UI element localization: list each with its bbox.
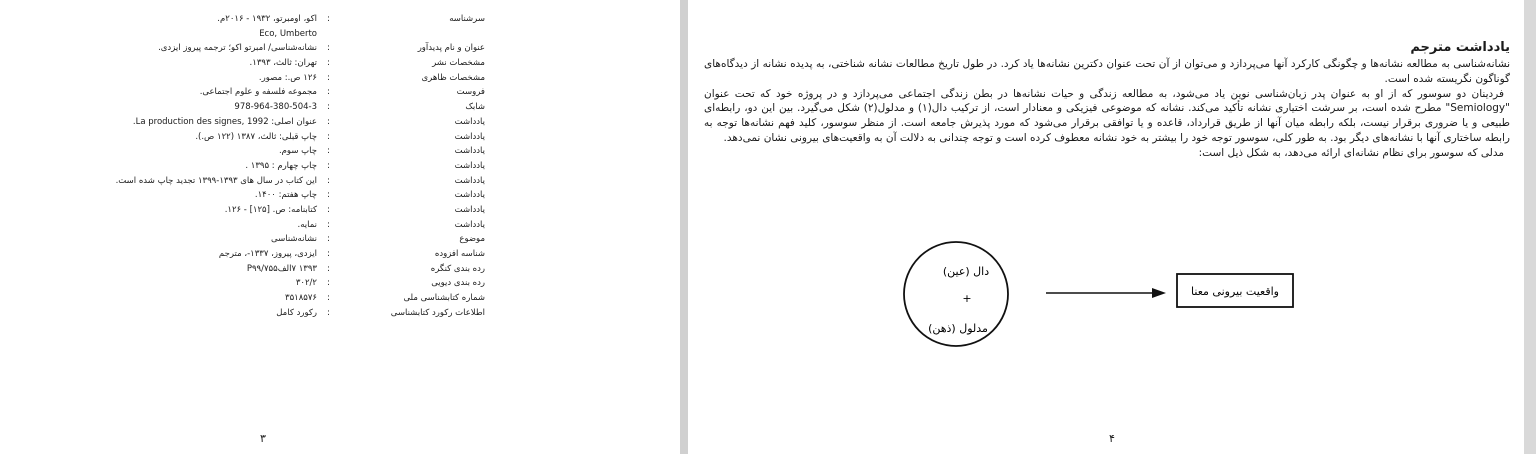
catalog-value-text: چاپ قبلی: ثالث، ۱۳۸۷ (۱۲۲ ص.). — [195, 131, 317, 142]
catalog-value-text: کتابنامه: ص. [۱۲۵] - ۱۲۶. — [224, 204, 317, 215]
catalog-row — [0, 203, 680, 218]
catalog-field-value — [17, 232, 317, 247]
plus-label: + — [962, 292, 972, 305]
catalog-field-value — [17, 144, 317, 159]
page-gutter — [680, 0, 688, 454]
catalog-field-label: یادداشت — [454, 131, 485, 142]
catalog-field-label: یادداشت — [454, 204, 485, 215]
catalog-field-value — [17, 85, 317, 100]
catalog-value-text: ۳۰۲/۲ — [295, 278, 317, 289]
catalog-colon: : — [327, 87, 330, 98]
page-number-left: ۳ — [260, 432, 266, 445]
catalog-field-label: رده بندی کنگره — [430, 263, 485, 274]
catalog-field-label: یادداشت — [454, 146, 485, 157]
left-page — [0, 0, 680, 454]
catalog-field-value — [17, 203, 317, 218]
catalog-row — [0, 159, 680, 174]
catalog-field-label: یادداشت — [454, 190, 485, 201]
catalog-field-value — [17, 159, 317, 174]
catalog-field-value — [17, 115, 317, 130]
arrow-head — [1152, 288, 1166, 298]
catalog-field-value — [17, 100, 317, 115]
catalog-colon: : — [327, 190, 330, 201]
catalog-value-text: اکو، اومبرتو، ۱۹۳۲ - ۲۰۱۶م. — [217, 14, 317, 24]
catalog-colon: : — [327, 160, 330, 171]
catalog-row — [0, 188, 680, 203]
signified-label: مدلول (ذهن) — [928, 322, 988, 335]
catalog-colon: : — [327, 14, 330, 24]
catalog-row — [0, 291, 680, 306]
catalog-colon: : — [327, 116, 330, 127]
catalog-field-value — [17, 41, 317, 56]
catalog-field-value — [17, 130, 317, 145]
catalog-field-value — [17, 276, 317, 291]
right-page — [688, 0, 1524, 454]
catalog-field-value — [17, 188, 317, 203]
catalog-field-value — [17, 247, 317, 262]
catalog-field-label: عنوان و نام پدیدآور — [417, 43, 485, 54]
catalog-colon: : — [327, 219, 330, 230]
catalog-colon: : — [327, 234, 330, 245]
catalog-value-text: نشانه‌شناسی — [271, 234, 317, 245]
catalog-field-label: یادداشت — [454, 116, 485, 127]
note-paragraph-3: مدلی که سوسور برای نظام نشانه‌ای ارائه می‌دهد، به شکل ذیل است: — [1198, 146, 1504, 159]
catalog-field-label: یادداشت — [454, 175, 485, 186]
catalog-field-value — [17, 291, 317, 306]
catalog-field-value — [17, 218, 317, 233]
catalog-row — [0, 306, 680, 321]
catalog-record — [0, 12, 680, 320]
catalog-field-value — [17, 12, 317, 41]
catalog-colon: : — [327, 204, 330, 215]
catalog-row — [0, 85, 680, 100]
catalog-value-latin: Eco, Umberto — [259, 28, 317, 39]
catalog-field-value — [17, 262, 317, 277]
catalog-field-value — [17, 306, 317, 321]
note-paragraph-2: فردینان دو سوسور که از او به عنوان پدر زبان‌شناسی نوین یاد می‌شود، به مطالعه زندگی و حیات نشانه‌ها در بطن زندگی اجتماعی می‌پردازد و در پروژه خود که تحت عنوان "Semiology" مطرح شده است، بر سرشت اختیاری نشانه تأکید می‌کند. نشانه که موضوعی فیزیکی و معنادار است، از ترکیب دال(۱) و مدلول(۲) شکل می‌گیرد. بین این دو، رابطه‌ای طبیعی و یا ضروری برقرار نیست، بلکه رابطه میان آنها از طریق قرارداد، قاعده و یا توافقی برقرار می‌شود که مورد پذیرش جامعه است. از منظر سوسور، کلید فهم نشانه‌ها توجه به رابطه ساختاری آنها با نشانه‌های دیگر بود. به طور کلی، سوسور توجه خود را بیشتر به خود نشانه معطوف کرده است و توجه چندانی به دلالت آن به واقعیت‌های بیرونی نشان نمی‌دهد. — [704, 87, 1510, 144]
catalog-colon: : — [327, 146, 330, 157]
catalog-field-label: مشخصات نشر — [432, 58, 485, 69]
catalog-field-value — [17, 174, 317, 189]
catalog-value-text: نمایه. — [297, 219, 317, 230]
catalog-colon: : — [327, 131, 330, 142]
catalog-value-text: ۱۲۶ ص.: مصور. — [258, 72, 317, 83]
catalog-row — [0, 12, 680, 41]
catalog-value-text: ۳۵۱۸۵۷۶ — [285, 293, 317, 304]
catalog-colon: : — [327, 58, 330, 69]
catalog-value-text: چاپ سوم. — [278, 146, 317, 157]
viewer-scroll-edge — [1524, 0, 1536, 454]
catalog-colon: : — [327, 72, 330, 83]
catalog-colon: : — [327, 307, 330, 318]
catalog-value-text: چاپ چهارم : ۱۳۹۵ . — [245, 160, 317, 171]
note-paragraph-1: نشانه‌شناسی به مطالعه نشانه‌ها و چگونگی کارکرد آنها می‌پردازد و می‌توان از آن تحت عنوان دکترین نشانه‌ها یاد کرد. در طول تاریخ مطالعات نشانه شناختی، به پدیده نشانه از دیدگاه‌های گوناگون نگریسته شده است. — [704, 58, 1510, 85]
catalog-colon: : — [327, 263, 330, 274]
catalog-value-text: 978-964-380-504-3 — [234, 102, 317, 113]
saussure-sign-diagram — [688, 0, 1524, 454]
catalog-value-text: چاپ هفتم: ۱۴۰۰. — [254, 190, 317, 201]
catalog-value-text: تهران: ثالث، ۱۳۹۳. — [249, 58, 317, 69]
catalog-row — [0, 262, 680, 277]
external-reality-label: واقعیت بیرونی معنا — [1191, 285, 1279, 298]
catalog-field-label: سرشناسه — [449, 14, 485, 24]
catalog-value-text: عنوان اصلی: La production des signes, 1992. — [132, 116, 317, 127]
catalog-field-label: مشخصات ظاهری — [421, 72, 485, 83]
catalog-row — [0, 144, 680, 159]
catalog-row — [0, 56, 680, 71]
catalog-field-label: یادداشت — [454, 219, 485, 230]
page-number-right: ۴ — [1109, 432, 1115, 445]
catalog-colon: : — [327, 293, 330, 304]
catalog-row — [0, 247, 680, 262]
catalog-value-text: این کتاب در سال های ۱۳۹۳-۱۳۹۹ تجدید چاپ شده است. — [115, 175, 317, 186]
catalog-field-label: یادداشت — [454, 160, 485, 171]
catalog-field-value — [17, 56, 317, 71]
catalog-field-label: شناسه افزوده — [434, 249, 485, 260]
catalog-colon: : — [327, 249, 330, 260]
catalog-value-text: مجموعه فلسفه و علوم اجتماعی. — [199, 87, 317, 98]
catalog-colon: : — [327, 278, 330, 289]
catalog-field-label: رده بندی دیویی — [431, 278, 485, 289]
catalog-field-label: شماره کتابشناسی ملی — [403, 293, 485, 304]
catalog-row — [0, 276, 680, 291]
catalog-value-text: ایزدی، پیروز، ۱۳۳۷-، مترجم — [218, 249, 317, 260]
catalog-value-text: ۱۳۹۳ ۷الف۷۵۵/P۹۹ — [246, 263, 317, 274]
note-title: یادداشت مترجم — [1410, 40, 1510, 55]
catalog-row — [0, 174, 680, 189]
catalog-value-text: نشانه‌شناسی/ امبرتو اکو؛ ترجمه پیروز ایزدی. — [158, 43, 317, 54]
catalog-value-text: رکورد کامل — [276, 307, 317, 318]
catalog-field-label: شابک — [465, 102, 485, 113]
catalog-row — [0, 130, 680, 145]
catalog-colon: : — [327, 43, 330, 54]
catalog-row — [0, 115, 680, 130]
catalog-field-label: موضوع — [459, 234, 485, 245]
catalog-colon: : — [327, 175, 330, 186]
catalog-row — [0, 41, 680, 56]
signifier-label: دال (عین) — [942, 265, 990, 278]
catalog-row — [0, 71, 680, 86]
catalog-row — [0, 218, 680, 233]
catalog-field-label: فروست — [456, 87, 485, 98]
catalog-field-label: اطلاعات رکورد کتابشناسی — [390, 307, 485, 318]
catalog-colon: : — [327, 102, 330, 113]
catalog-row — [0, 232, 680, 247]
catalog-row — [0, 100, 680, 115]
catalog-field-value — [17, 71, 317, 86]
